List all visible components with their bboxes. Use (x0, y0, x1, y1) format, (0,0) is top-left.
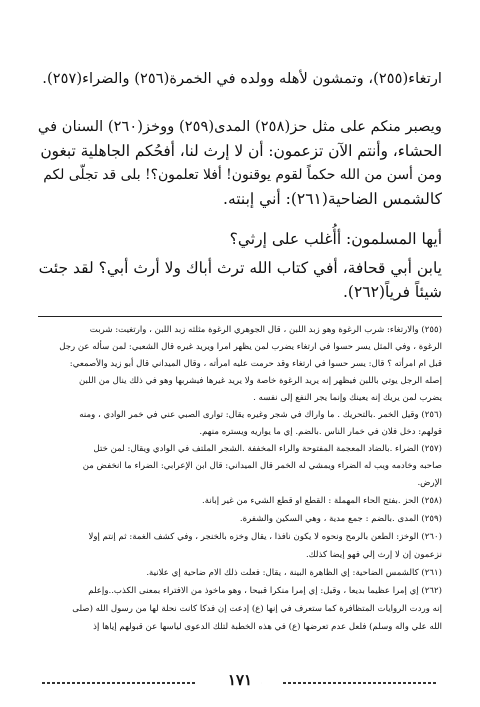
page-number-band (30, 673, 450, 693)
footnote-line-14: نزعمون إن لا إرث إلي فهو إيضا كذلك. (305, 550, 442, 560)
main-text-line-7: يابن أبي قحافة، أفي كتاب الله ترث أباك ولا أرث أبي؟ لقد جئت (38, 259, 442, 277)
footnote-line-18: الله علي واله وسلم) فلعل عدم تعرضها (ع) في هذه الخطبة لتلك الدعوى لياسها عن قبولهم إياها إذ (93, 622, 442, 632)
footnote-line-8: (٢٥٧) الضراء .بالضاد المعجمة المفتوحة والراء المخففة .الشجر الملتف في الوادي ويقال: لمن ختل (93, 444, 442, 454)
ornament-line-left (42, 682, 197, 684)
footnote-line-7: قولهم: دخل فلان في خمار الناس .بالضم. إي ما يواريه ويستره منهم. (199, 427, 442, 437)
footnote-line-5: يضرب لمن يريك إنه يعينك وإنما يجر النفع إلى نفسه . (253, 393, 442, 403)
footnote-line-9: صاحبه وخادمه ويب له الضراء ويمشي له الخمر قال الميداني: قال ابن الإعرابي: الضراء ما انخفض من (82, 461, 442, 471)
main-text-line-8: شيئاً فرياً(٢٦٢). (342, 283, 442, 301)
main-text-line-1: ارتغاء(٢٥٥)، وتمشون لأهله وولده في الخمرة(٢٥٦) والضراء(٢٥٧). (42, 70, 442, 87)
ornament-line-right (283, 682, 438, 684)
footnote-divider (38, 316, 442, 317)
footnote-line-12: (٢٥٩) المدى .بالضم : جمع مدية ، وهي السكين والشفرة. (239, 514, 442, 524)
footnote-line-16: (٢٦٢) إي إمرا عظيما بديعا ، وقيل: إي إمرا منكرا قبيحا ، وهو ماخوذ من الافتراء بمعنى الكذب..وإعلم (88, 586, 442, 596)
main-text-line-3: الحشاء، وأنتم الآن تزعمون: أن لا إرث لنا، أفحُكم الجاهلية تبغون (40, 142, 442, 160)
footnote-line-6: (٢٥٦) وقيل الخمر .بالتحريك . ما واراك في شجر وغيره يقال: توارى الصبي عني في خمر الوادي ، ومنه (79, 410, 442, 420)
footnote-line-11: (٢٥٨) الحز .بفتح الحاء المهملة : القطع او قطع الشيء من غير إبانة. (202, 496, 442, 506)
main-text-line-5: كالشمس الضاحية(٢٦١): أني إبنته. (223, 190, 442, 208)
footnote-line-2: الرغوة ، وفي المثل يسر حسوا في ارتغاء يضرب لمن يظهر امرا ويريد غيره قال الشعبي: لمن سأله عن رجل (59, 342, 442, 352)
footnote-line-17: إنه وردت الروايات المتظافرة كما ستعرف في إنها (ع) إدعت إن فدكا كانت نحلة لها من رسول الله (صلى (72, 604, 442, 614)
footnote-line-10: الإرض. (417, 478, 442, 488)
footnote-line-13: (٢٦٠) الوخز: الطعن بالرمح ونحوه لا يكون نافذا ، يقال وخزه بالخنجر ، وفي كشف الغمة: ثم إنتم إولا (88, 532, 442, 542)
page-number: ١٧١ (218, 671, 262, 689)
footnote-line-4: إصله الرجل يوتي باللبن فيظهر إنه يريد الرغوة خاصة ولا يريد غيرها فيشربها وهو في ذلك ينال من اللبن (79, 376, 442, 386)
footnote-line-1: (٢٥٥) والارتغاء: شرب الرغوة وهو زبد اللبن ، قال الجوهري الرغوة مثلثه زبد اللبن ، وارتغيت: شربت (89, 325, 442, 335)
main-text-line-6: أيها المسلمون: أأُغلب على إرثي؟ (229, 230, 442, 248)
main-text-line-4: ومن أسن من الله حكماً لقوم يوقنون! أفلا تعلمون؟! بلى قد تجلّى لكم (43, 167, 442, 183)
footnote-line-3: قبل ام امرأته ؟ قال: يسر حسوا في ارتغاء وقد حرمت عليه امرأته ، وقال الميداني قال أبو زيد والأصمعي: (69, 359, 442, 369)
main-text-line-2: ويصبر منكم على مثل حز(٢٥٨) المدى(٢٥٩) ووخز(٢٦٠) السنان في (37, 118, 442, 135)
footnote-line-15: (٢٦١) كالشمس الضاحية: إي الظاهرة البينة ، يقال: فعلت ذلك الام ضاحية إي علانية. (146, 568, 442, 578)
